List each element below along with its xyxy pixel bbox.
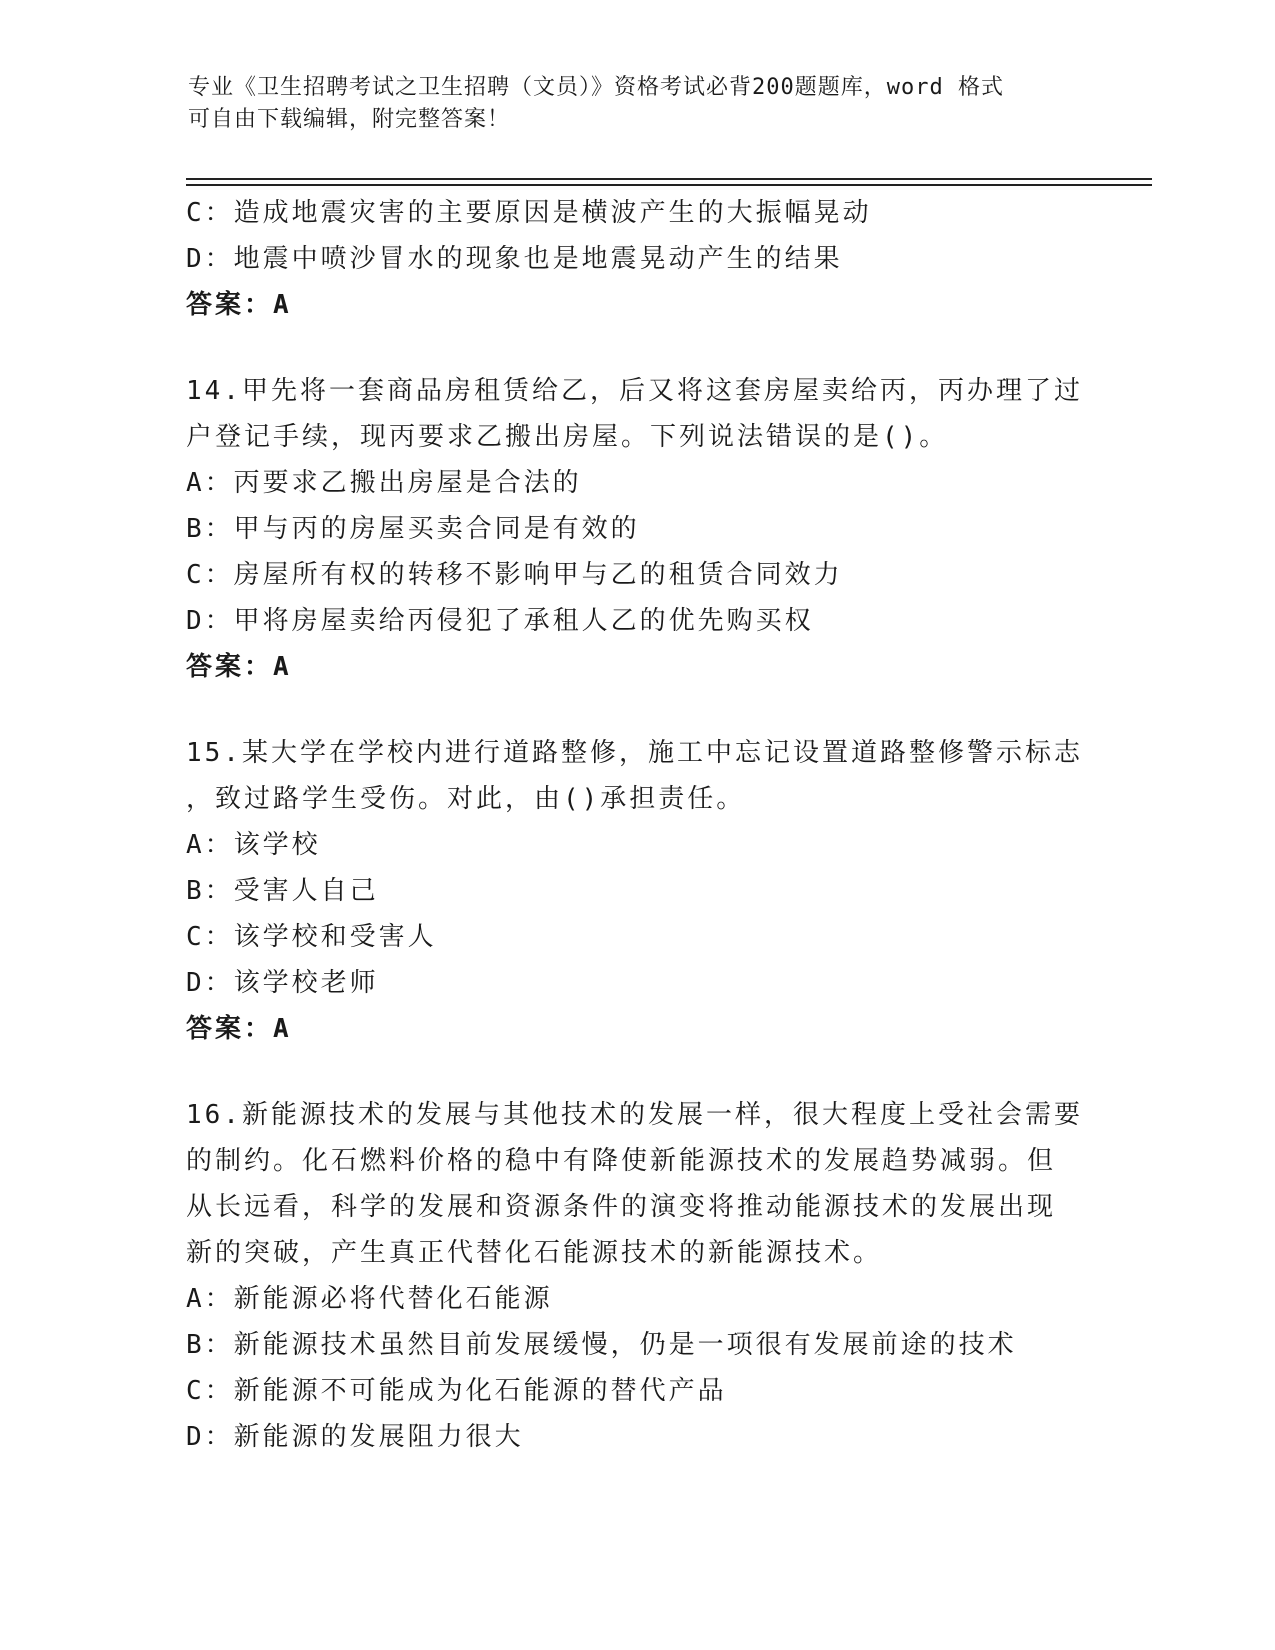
option-c: C：新能源不可能成为化石能源的替代产品 xyxy=(186,1376,727,1406)
option-d: D：新能源的发展阻力很大 xyxy=(186,1422,524,1452)
option-b: B：受害人自己 xyxy=(186,876,379,906)
option-c: C：房屋所有权的转移不影响甲与乙的租赁合同效力 xyxy=(186,560,843,590)
answer-line: 答案：A xyxy=(186,290,292,320)
question-16 xyxy=(186,1092,1086,1460)
option-a: A：丙要求乙搬出房屋是合法的 xyxy=(186,468,582,498)
question-stem-line: 15.某大学在学校内进行道路整修，施工中忘记设置道路整修警示标志 xyxy=(186,738,1083,768)
question-stem-line: 的制约。化石燃料价格的稳中有降使新能源技术的发展趋势减弱。但 xyxy=(186,1146,1057,1176)
header-divider-bottom xyxy=(186,184,1152,186)
header-title-line-1: 专业《卫生招聘考试之卫生招聘（文员）》资格考试必背200题题库，word 格式 xyxy=(188,75,1004,100)
option-a: A：新能源必将代替化石能源 xyxy=(186,1284,553,1314)
header-title-line-2: 可自由下载编辑，附完整答案！ xyxy=(188,107,511,132)
answer-line: 答案：A xyxy=(186,1014,292,1044)
option-d: D：甲将房屋卖给丙侵犯了承租人乙的优先购买权 xyxy=(186,606,814,636)
question-stem-line: 14.甲先将一套商品房租赁给乙，后又将这套房屋卖给丙，丙办理了过 xyxy=(186,376,1083,406)
question-stem-line: 从长远看，科学的发展和资源条件的演变将推动能源技术的发展出现 xyxy=(186,1192,1057,1222)
option-d: D：地震中喷沙冒水的现象也是地震晃动产生的结果 xyxy=(186,244,843,274)
question-stem-line: 户登记手续，现丙要求乙搬出房屋。下列说法错误的是()。 xyxy=(186,422,949,452)
question-stem-line: 新的突破，产生真正代替化石能源技术的新能源技术。 xyxy=(186,1238,883,1268)
question-13-tail xyxy=(186,190,1086,328)
header-divider-top xyxy=(186,178,1152,180)
option-a: A：该学校 xyxy=(186,830,321,860)
question-stem-line: ，致过路学生受伤。对此，由()承担责任。 xyxy=(186,784,746,814)
answer-line: 答案：A xyxy=(186,652,292,682)
option-c: C：该学校和受害人 xyxy=(186,922,437,952)
document-header xyxy=(188,72,1088,136)
option-b: B：新能源技术虽然目前发展缓慢，仍是一项很有发展前途的技术 xyxy=(186,1330,1017,1360)
option-c: C：造成地震灾害的主要原因是横波产生的大振幅晃动 xyxy=(186,198,872,228)
option-d: D：该学校老师 xyxy=(186,968,379,998)
option-b: B：甲与丙的房屋买卖合同是有效的 xyxy=(186,514,640,544)
question-list xyxy=(186,190,1086,1460)
question-14 xyxy=(186,368,1086,690)
question-15 xyxy=(186,730,1086,1052)
question-stem-line: 16.新能源技术的发展与其他技术的发展一样，很大程度上受社会需要 xyxy=(186,1100,1083,1130)
